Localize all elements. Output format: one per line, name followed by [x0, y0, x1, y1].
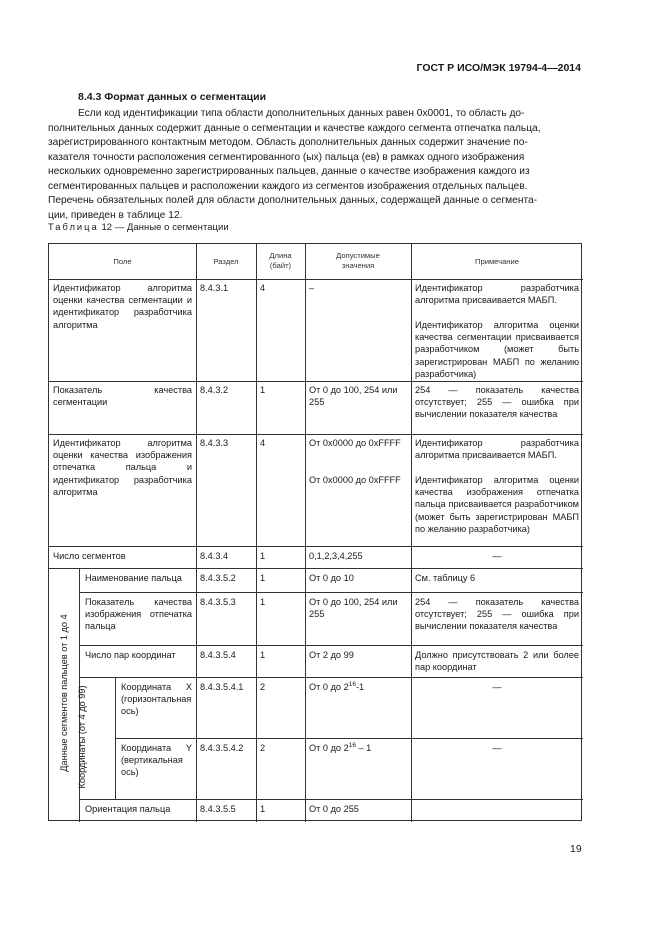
- coord-y-allowed-exponent: 16: [348, 741, 356, 749]
- coord-x-allowed-prefix: От 0 до 2: [309, 682, 349, 692]
- row1-note-1: Идентификатор разработчика алгоритма присваивается МАБП.: [415, 283, 579, 306]
- coord-label-vertical: Координаты (от 4 до 99): [77, 685, 87, 789]
- table-caption-prefix: Таблица: [48, 221, 99, 232]
- coord-pairs-note: Должно присутствовать 2 или более пар координат: [415, 650, 579, 673]
- finger-name-length: 1: [260, 573, 266, 583]
- coord-y-allowed-suffix: – 1: [355, 743, 372, 753]
- coord-y-field: Координата Y (вертикальная ось): [121, 743, 192, 778]
- row2-field: Показатель качества сегментации: [53, 385, 192, 408]
- paragraph-line: ции, приведен в таблице 12.: [48, 209, 183, 221]
- segmentation-table: [48, 243, 582, 821]
- header-rule: [49, 279, 583, 280]
- paragraph-line: Перечень обязательных полей для области дополнительных данных, содержащей данные о сегмента-: [48, 195, 538, 206]
- coord-y-section: 8.4.3.5.4.2: [200, 743, 244, 753]
- row4-allowed: 0,1,2,3,4,255: [309, 551, 363, 561]
- row-rule: [49, 546, 583, 547]
- row2-length: 1: [260, 385, 266, 395]
- coord-pairs-allowed: От 2 до 99: [309, 650, 354, 660]
- coord-x-note: —: [492, 682, 502, 692]
- section-paragraph: [48, 107, 583, 223]
- row3-allowed-1: От 0x0000 до 0xFFFF: [309, 438, 401, 448]
- row-rule: [79, 799, 583, 800]
- finger-name-allowed: От 0 до 10: [309, 573, 354, 583]
- finger-quality-section: 8.4.3.5.3: [200, 597, 236, 607]
- finger-quality-note: 254 — показатель качества отсутствует; 255 — ошибка при вычислении показателя качества: [415, 597, 579, 632]
- row3-section: 8.4.3.3: [200, 438, 229, 448]
- coord-y-allowed-prefix: От 0 до 2: [309, 743, 349, 753]
- row1-allowed: –: [309, 283, 315, 293]
- row1-note-2: Идентификатор алгоритма оценки качества сегментации присваивается разработчиком (может быть зарегистрирован МАБП по желанию разработчика): [415, 320, 579, 379]
- finger-name-note: См. таблицу 6: [415, 573, 476, 583]
- row-rule: [49, 381, 583, 382]
- header-allowed: Допустимые значения: [336, 251, 380, 270]
- orientation-length: 1: [260, 804, 266, 814]
- header-length: Длина (байт): [269, 251, 292, 270]
- row-rule: [79, 592, 583, 593]
- coord-pairs-field: Число пар координат: [85, 650, 176, 660]
- group-label-vertical: Данные сегментов пальцев от 1 до 4: [59, 614, 69, 772]
- row1-section: 8.4.3.1: [200, 283, 229, 293]
- row1-length: 4: [260, 283, 266, 293]
- paragraph-line: полнительных данных содержит данные о сегментации и качестве каждого сегмента отпечатка пальца,: [48, 122, 541, 134]
- orientation-allowed: От 0 до 255: [309, 804, 359, 814]
- paragraph-line: казателя точности расположения сегментированного (ых) пальца (ев) в рамках одного изображения: [48, 151, 525, 163]
- coord-y-note: —: [492, 743, 502, 753]
- row4-length: 1: [260, 551, 266, 561]
- coord-x-section: 8.4.3.5.4.1: [200, 682, 244, 692]
- row2-note: 254 — показатель качества отсутствует; 255 — ошибка при вычислении показателя качества: [415, 385, 579, 420]
- row-rule: [49, 434, 583, 435]
- section-title: 8.4.3 Формат данных о сегментации: [78, 91, 267, 103]
- orientation-section: 8.4.3.5.5: [200, 804, 236, 814]
- paragraph-line: нескольких одновременно зарегистрированных пальцев, данные о качестве изображения каждого из: [48, 166, 530, 177]
- col-divider: [196, 244, 197, 822]
- coord-x-allowed-exponent: 16: [348, 680, 356, 688]
- row-rule: [49, 568, 583, 569]
- row2-section: 8.4.3.2: [200, 385, 229, 395]
- header-note: Примечание: [475, 257, 519, 266]
- header-field: Поле: [113, 257, 132, 266]
- finger-name-field: Наименование пальца: [85, 573, 182, 583]
- document-header: ГОСТ Р ИСО/МЭК 19794-4—2014: [416, 62, 581, 74]
- row3-note-1: Идентификатор разработчика алгоритма присваивается МАБП.: [415, 438, 579, 461]
- header-section: Раздел: [213, 257, 239, 266]
- row3-length: 4: [260, 438, 266, 448]
- coord-y-allowed: [309, 742, 409, 754]
- col-divider: [411, 244, 412, 822]
- row1-field: Идентификатор алгоритма оценки качества сегментации и идентификатор разработчика алгоритма: [53, 283, 192, 330]
- row-rule: [79, 645, 583, 646]
- coord-y-length: 2: [260, 743, 266, 753]
- table-caption: [48, 221, 229, 232]
- paragraph-line: Если код идентификации типа области дополнительных данных равен 0x0001, то область до-: [78, 108, 525, 119]
- row3-allowed-2: От 0x0000 до 0xFFFF: [309, 475, 401, 485]
- page-number: 19: [570, 843, 582, 855]
- finger-quality-allowed: От 0 до 100, 254 или 255: [309, 597, 398, 620]
- row4-field: Число сегментов: [53, 551, 126, 561]
- finger-quality-field: Показатель качества изображения отпечатка пальца: [85, 597, 192, 632]
- row3-field: Идентификатор алгоритма оценки качества изображения отпечатка пальца и идентификатор разработчика алгоритма: [53, 438, 192, 497]
- col-divider: [256, 244, 257, 822]
- finger-quality-length: 1: [260, 597, 266, 607]
- coord-pairs-length: 1: [260, 650, 266, 660]
- coord-x-allowed-suffix: -1: [355, 682, 365, 692]
- coord-x-length: 2: [260, 682, 266, 692]
- orientation-field: Ориентация пальца: [85, 804, 171, 814]
- coord-x-field: Координата X (горизонтальная ось): [121, 682, 192, 717]
- coord-pairs-section: 8.4.3.5.4: [200, 650, 236, 660]
- row-rule: [115, 738, 583, 739]
- row-rule: [79, 677, 583, 678]
- paragraph-line: зарегистрированного контактным методом. Область дополнительных данных содержит значение по-: [48, 137, 528, 148]
- row4-note: —: [492, 551, 502, 561]
- coord-x-allowed: [309, 681, 409, 693]
- row4-section: 8.4.3.4: [200, 551, 229, 561]
- table-caption-text: 12 — Данные о сегментации: [101, 221, 229, 232]
- col-divider: [305, 244, 306, 822]
- row3-note-2: Идентификатор алгоритма оценки качества изображения отпечатка пальца присваивается разработчиком (может быть зарегистрирован МАБП по желанию разработчика): [415, 475, 579, 534]
- row2-allowed: От 0 до 100, 254 или 255: [309, 385, 398, 408]
- finger-name-section: 8.4.3.5.2: [200, 573, 236, 583]
- paragraph-line: сегментированных пальцев и расположении каждого из сегментов изображения отдельных пальцев.: [48, 180, 528, 192]
